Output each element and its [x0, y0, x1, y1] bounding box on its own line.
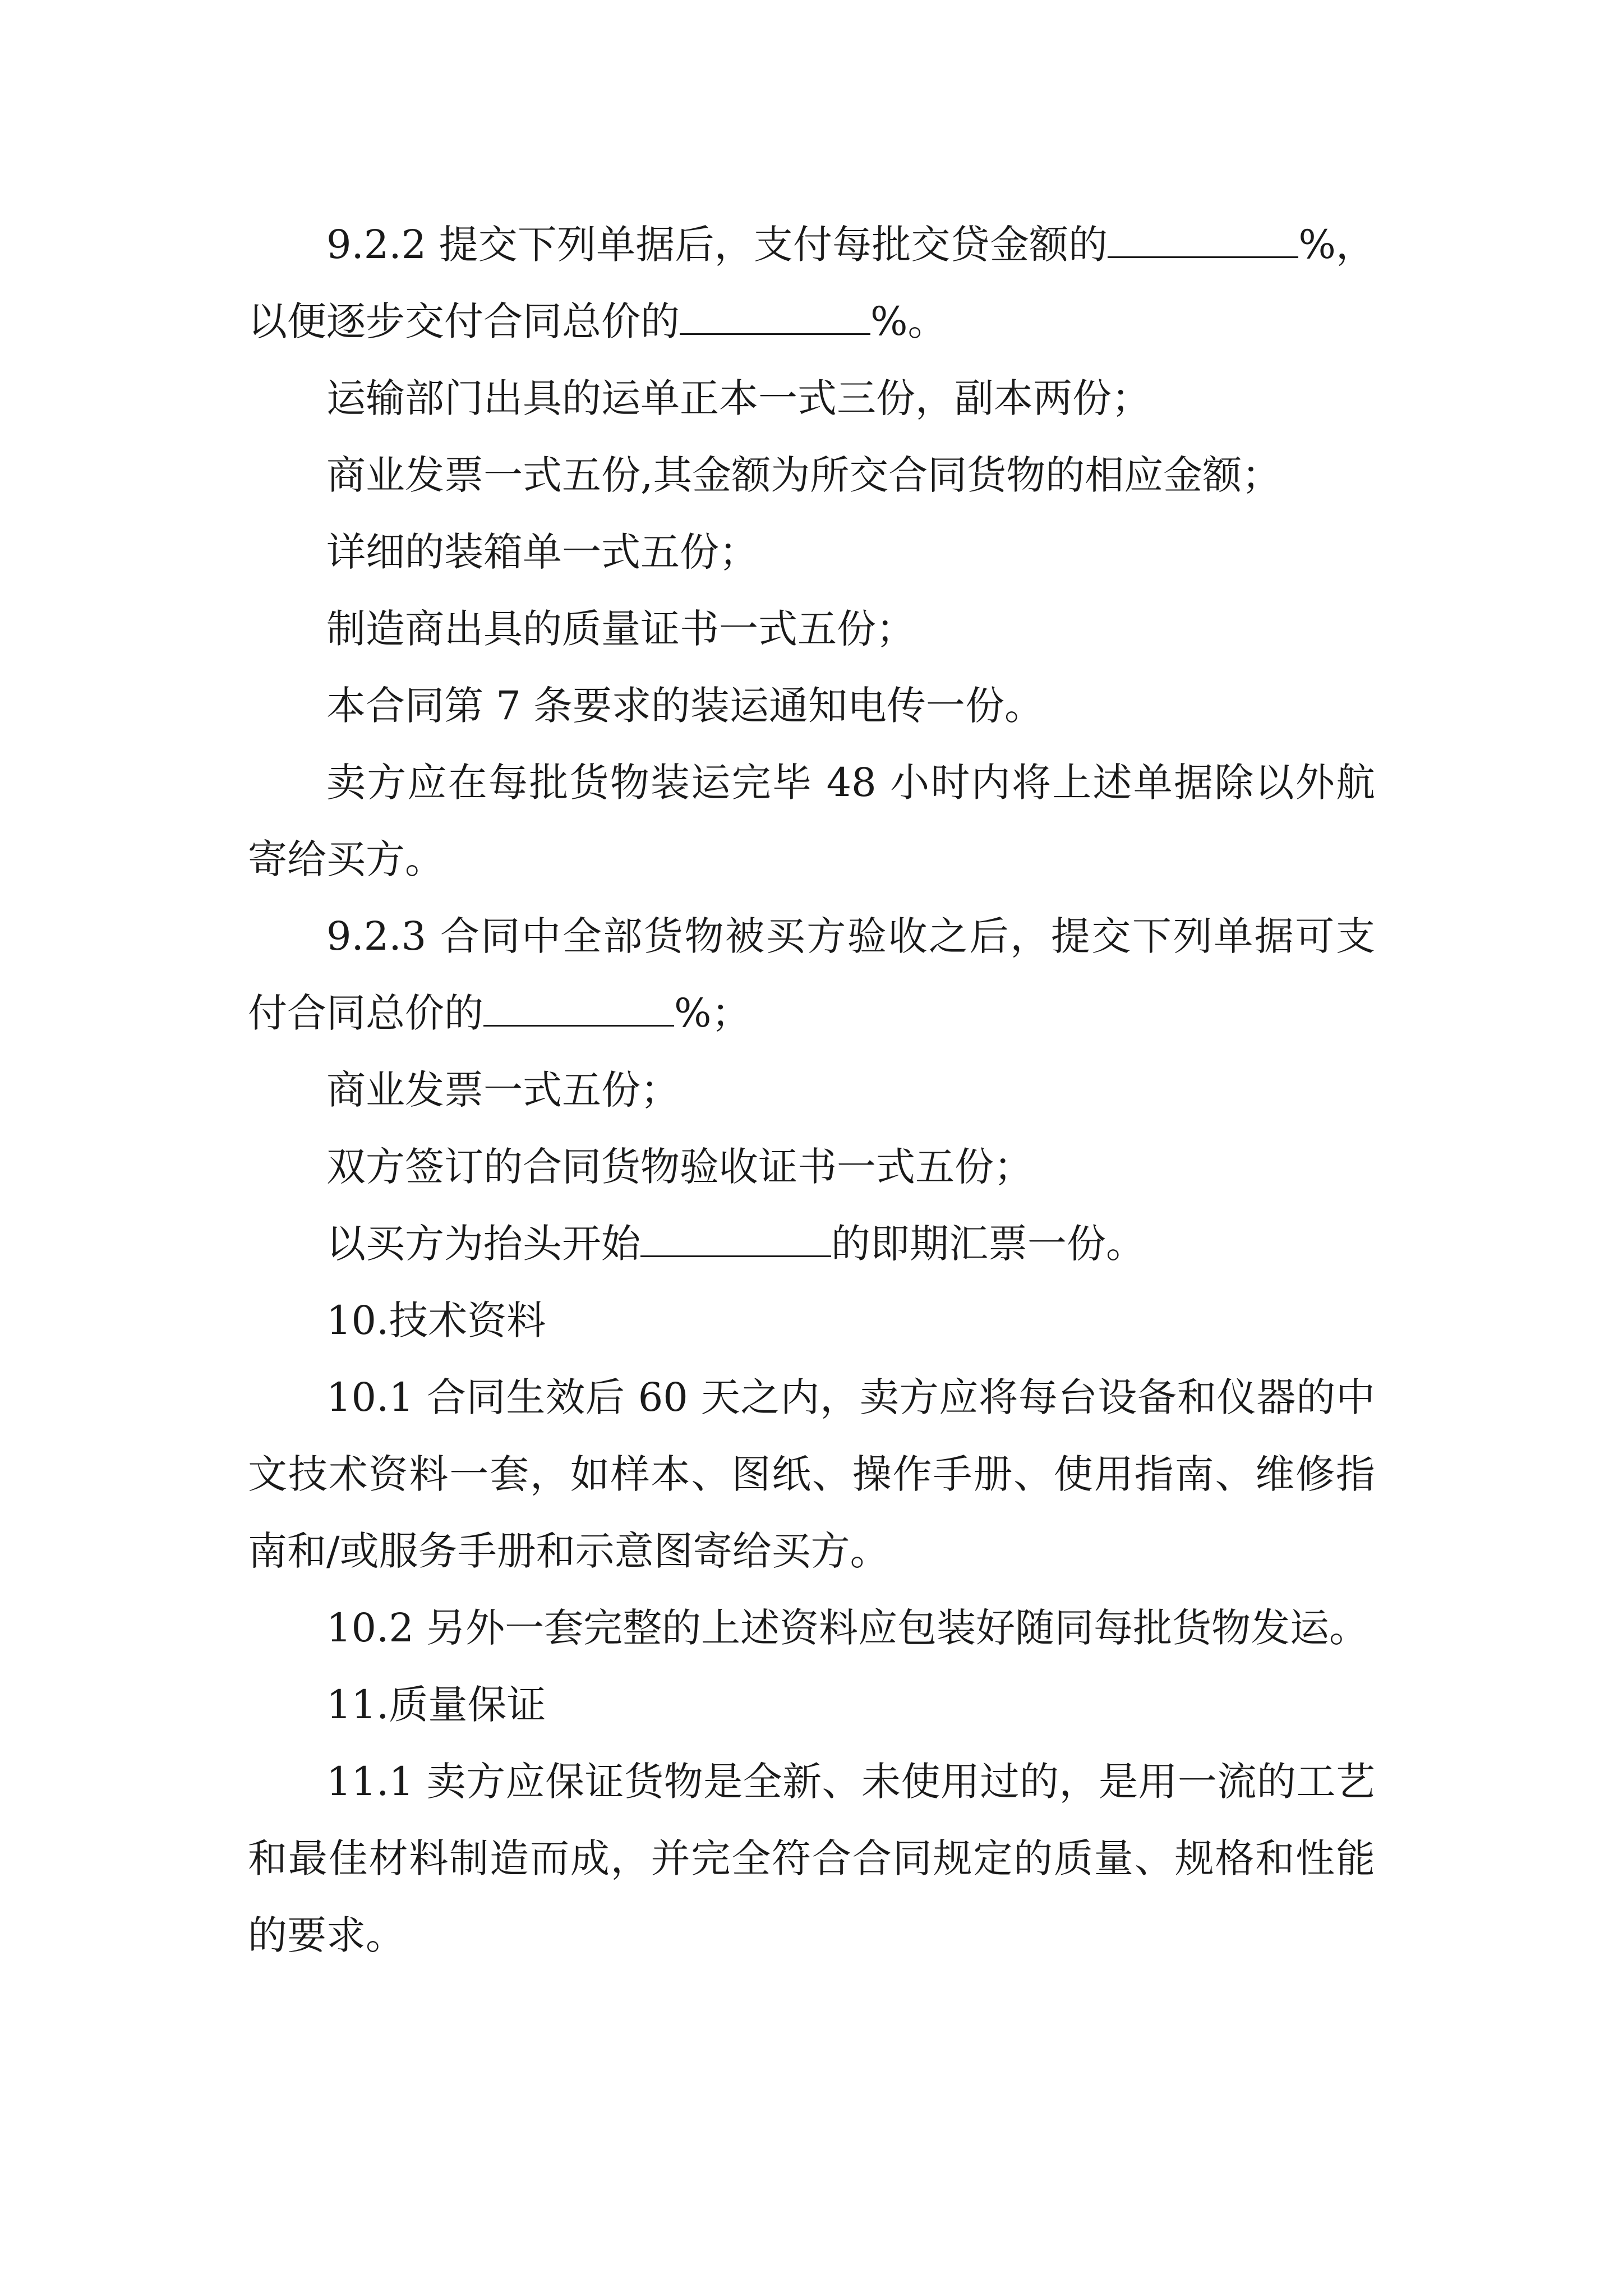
section-heading-11: 11.质量保证	[326, 1682, 546, 1728]
document-body	[248, 206, 1375, 1974]
paragraph-seller-airmail: 卖方应在每批货物装运完毕 48 小时内将上述单据除以外航寄给买方。	[248, 760, 1375, 882]
paragraph-9-2-3-text-2: %；	[674, 990, 751, 1036]
list-item-commercial-invoice: 商业发票一式五份,其金额为所交合同货物的相应金额；	[326, 452, 1281, 498]
list-item-shipping-notice: 本合同第 7 条要求的装运通知电传一份。	[326, 683, 1044, 729]
blank-field-draft	[640, 1255, 831, 1257]
paragraph-10-2: 10.2 另外一套完整的上述资料应包装好随同每批货物发运。	[326, 1605, 1369, 1651]
paragraph-9-2-2	[248, 206, 1375, 360]
blank-field-percent-3	[483, 1024, 674, 1027]
paragraph-9-2-3	[248, 898, 1375, 1052]
blank-field-percent-2	[680, 333, 870, 335]
list-item-waybill: 运输部门出具的运单正本一式三份，副本两份；	[326, 375, 1151, 421]
list-item-commercial-invoice-2: 商业发票一式五份；	[326, 1067, 680, 1113]
list-item-acceptance-certificate: 双方签订的合同货物验收证书一式五份；	[326, 1144, 1033, 1190]
paragraph-10-1: 10.1 合同生效后 60 天之内，卖方应将每台设备和仪器的中文技术资料一套，如样本、图纸、操作手册、使用指南、维修指南和/或服务手册和示意图寄给买方。	[248, 1374, 1375, 1574]
paragraph-9-2-2-text-2: %，以便逐步交付合同总价的	[248, 222, 1375, 344]
list-item-quality-certificate: 制造商出具的质量证书一式五份；	[326, 606, 915, 652]
list-item-packing-list: 详细的装箱单一式五份；	[326, 529, 758, 575]
paragraph-9-2-2-text-3: %。	[870, 298, 947, 344]
paragraph-11-1: 11.1 卖方应保证货物是全新、未使用过的，是用一流的工艺和最佳材料制造而成，并完全符合合同规定的质量、规格和性能的要求。	[248, 1759, 1375, 1958]
paragraph-9-2-3-text-1: 9.2.3 合同中全部货物被买方验收之后，提交下列单据可支付合同总价的	[248, 913, 1375, 1036]
list-item-sight-draft	[248, 1205, 1375, 1282]
section-heading-10: 10.技术资料	[326, 1297, 546, 1343]
blank-field-percent-1	[1108, 256, 1298, 258]
paragraph-9-2-2-text-1: 9.2.2 提交下列单据后，支付每批交贷金额的	[326, 222, 1108, 268]
sight-draft-text-1: 以买方为抬头开始	[326, 1221, 640, 1267]
sight-draft-text-2: 的即期汇票一份。	[831, 1221, 1145, 1267]
